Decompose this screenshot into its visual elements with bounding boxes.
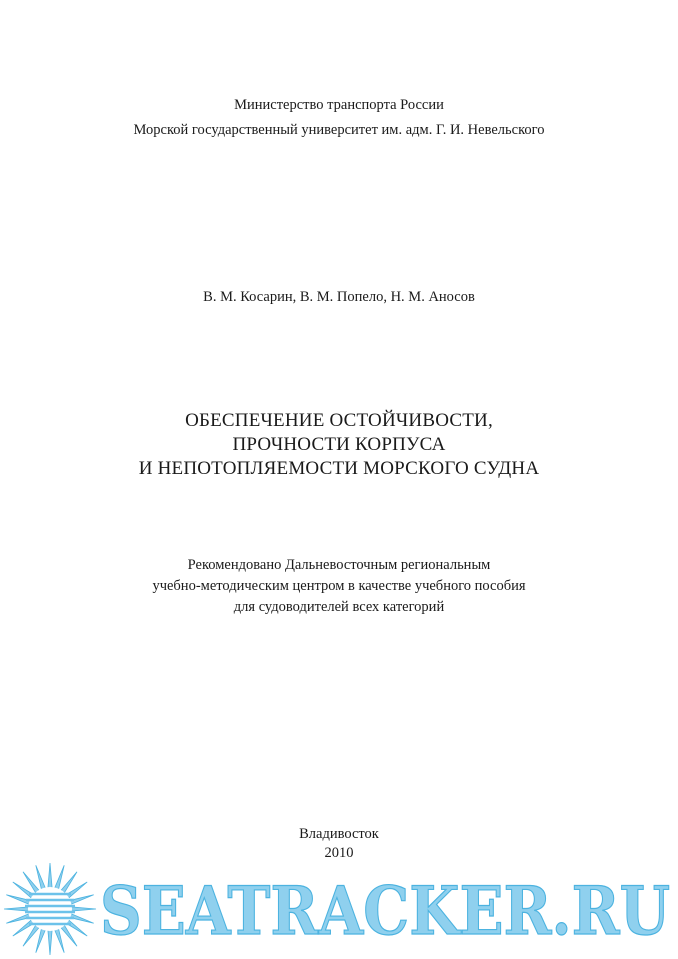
sun-ray [36, 927, 46, 953]
sun-ray [4, 907, 30, 911]
watermark [0, 852, 678, 959]
recommendation-line-1: Рекомендовано Дальневосточным региональным [187, 557, 491, 573]
sun-ray [70, 907, 96, 911]
sun-ray [54, 927, 64, 953]
imprint-city: Владивосток [299, 826, 379, 842]
sun-icon [4, 863, 96, 955]
sun-ray [48, 863, 52, 889]
title-line-2: ПРОЧНОСТИ КОРПУСА [232, 434, 446, 455]
watermark-graphic [0, 852, 678, 959]
title-line-3: И НЕПОТОПЛЯЕМОСТИ МОРСКОГО СУДНА [138, 458, 540, 479]
ministry-name: Министерство транспорта России [234, 97, 444, 113]
university-name: Морской государственный университет им. адм. Г. И. Невельского [133, 122, 545, 138]
imprint-year: 2010 [324, 845, 354, 861]
watermark-text: SEATRACKER.RU [100, 872, 670, 950]
sun-ray [48, 929, 52, 955]
sun-ray [54, 865, 64, 891]
sun-ray [36, 865, 46, 891]
title-line-1: ОБЕСПЕЧЕНИЕ ОСТОЙЧИВОСТИ, [185, 410, 493, 431]
authors: В. М. Косарин, В. М. Попело, Н. М. Аносов [203, 289, 475, 305]
recommendation-line-2: учебно-методическим центром в качестве учебного пособия [152, 578, 526, 594]
recommendation-line-3: для судоводителей всех категорий [233, 599, 445, 615]
